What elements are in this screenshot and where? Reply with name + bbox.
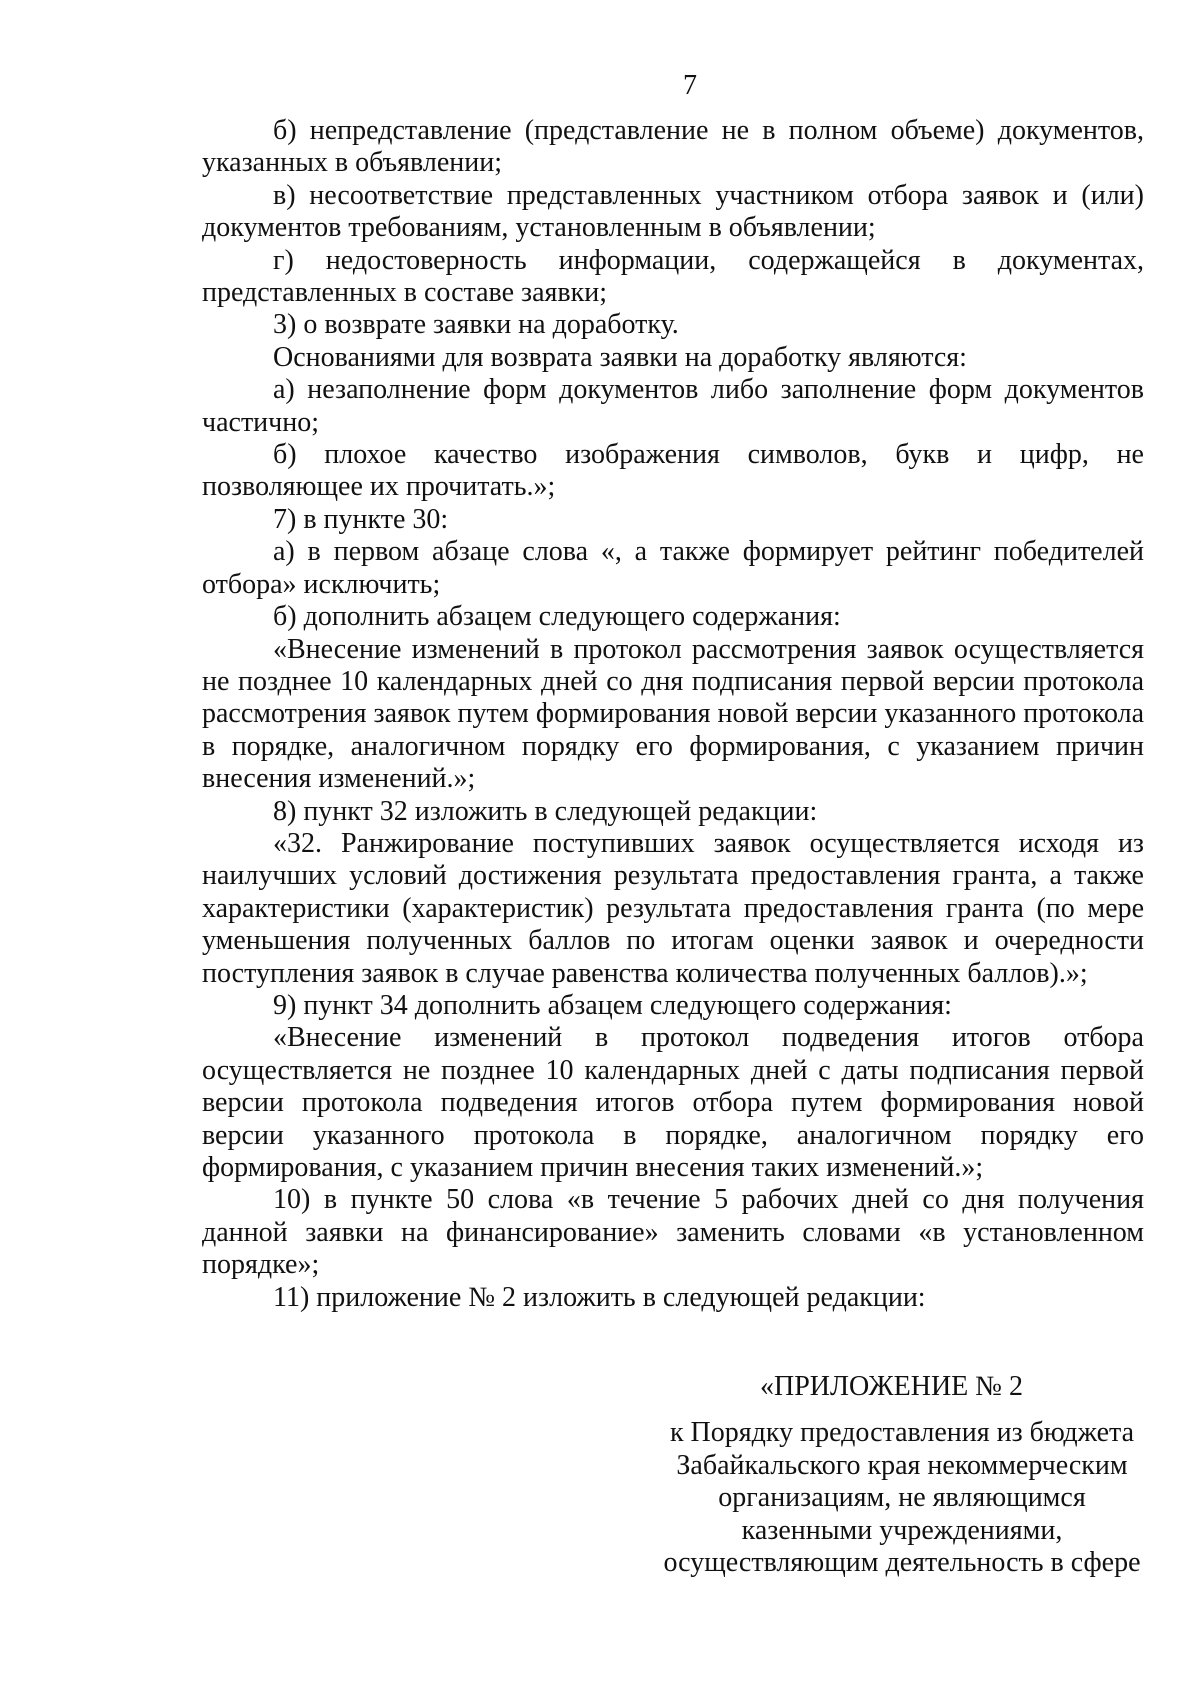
page-number: 7 <box>683 70 697 101</box>
appendix-subtitle <box>646 1417 1158 1580</box>
paragraph: б) непредставление (представление не в полном объеме) документов, указанных в объявлении; <box>202 115 1144 179</box>
paragraph: 10) в пункте 50 слова «в течение 5 рабочих дней со дня получения данной заявки на финансирование» заменить словами «в установленном порядке»; <box>202 1184 1144 1281</box>
paragraph: 8) пункт 32 изложить в следующей редакции: <box>273 795 818 827</box>
paragraph: б) дополнить абзацем следующего содержания: <box>273 601 841 633</box>
appendix-subtitle-line: казенными учреждениями, <box>741 1514 1063 1546</box>
paragraph: а) незаполнение форм документов либо заполнение форм документов частично; <box>202 374 1144 438</box>
paragraph: в) несоответствие представленных участником отбора заявок и (или) документов требованиям, установленным в объявлении; <box>202 179 1144 244</box>
paragraph: Основаниями для возврата заявки на доработку являются: <box>273 341 967 373</box>
appendix-subtitle-line: Забайкальского края некоммерческим <box>676 1449 1128 1481</box>
paragraph: а) в первом абзаце слова «, а также формирует рейтинг победителей отбора» исключить; <box>202 536 1144 600</box>
paragraph: «Внесение изменений в протокол рассмотрения заявок осуществляется не позднее 10 календарных дней со дня подписания первой версии протокола рассмотрения заявок путем формирования новой версии указанного протокола в порядке, аналогичном порядку его формирования, с указанием причин внесения изменений.»; <box>202 633 1144 795</box>
paragraph: «Внесение изменений в протокол подведения итогов отбора осуществляется не позднее 10 календарных дней с даты подписания первой версии протокола подведения итогов отбора путем формирования новой версии указанного протокола в порядке, аналогичном порядку его формирования, с указанием причин внесения таких изменений.»; <box>202 1022 1144 1183</box>
appendix-subtitle-line: осуществляющим деятельность в сфере <box>663 1547 1141 1578</box>
appendix-subtitle-line: организациям, не являющимся <box>718 1482 1086 1513</box>
paragraph: 9) пункт 34 дополнить абзацем следующего содержания: <box>273 989 952 1021</box>
document-body <box>202 115 1144 1314</box>
paragraph: 3) о возврате заявки на доработку. <box>273 309 679 341</box>
paragraph: г) недостоверность информации, содержащейся в документах, представленных в составе заявки; <box>202 244 1144 309</box>
paragraph: б) плохое качество изображения символов, букв и цифр, не позволяющее их прочитать.»; <box>202 439 1144 503</box>
appendix-title: «ПРИЛОЖЕНИЕ № 2 <box>760 1371 1023 1402</box>
appendix-subtitle-line: к Порядку предоставления из бюджета <box>669 1417 1135 1448</box>
paragraph: «32. Ранжирование поступивших заявок осуществляется исходя из наилучших условий достижения результата предоставления гранта, а также характеристики (характеристик) результата предоставления гранта (по мере уменьшения полученных баллов по итогам оценки заявок и очередности поступления заявок в случае равенства количества полученных баллов).»; <box>202 827 1144 989</box>
paragraph: 7) в пункте 30: <box>273 503 449 535</box>
paragraph: 11) приложение № 2 изложить в следующей редакции: <box>273 1281 926 1313</box>
